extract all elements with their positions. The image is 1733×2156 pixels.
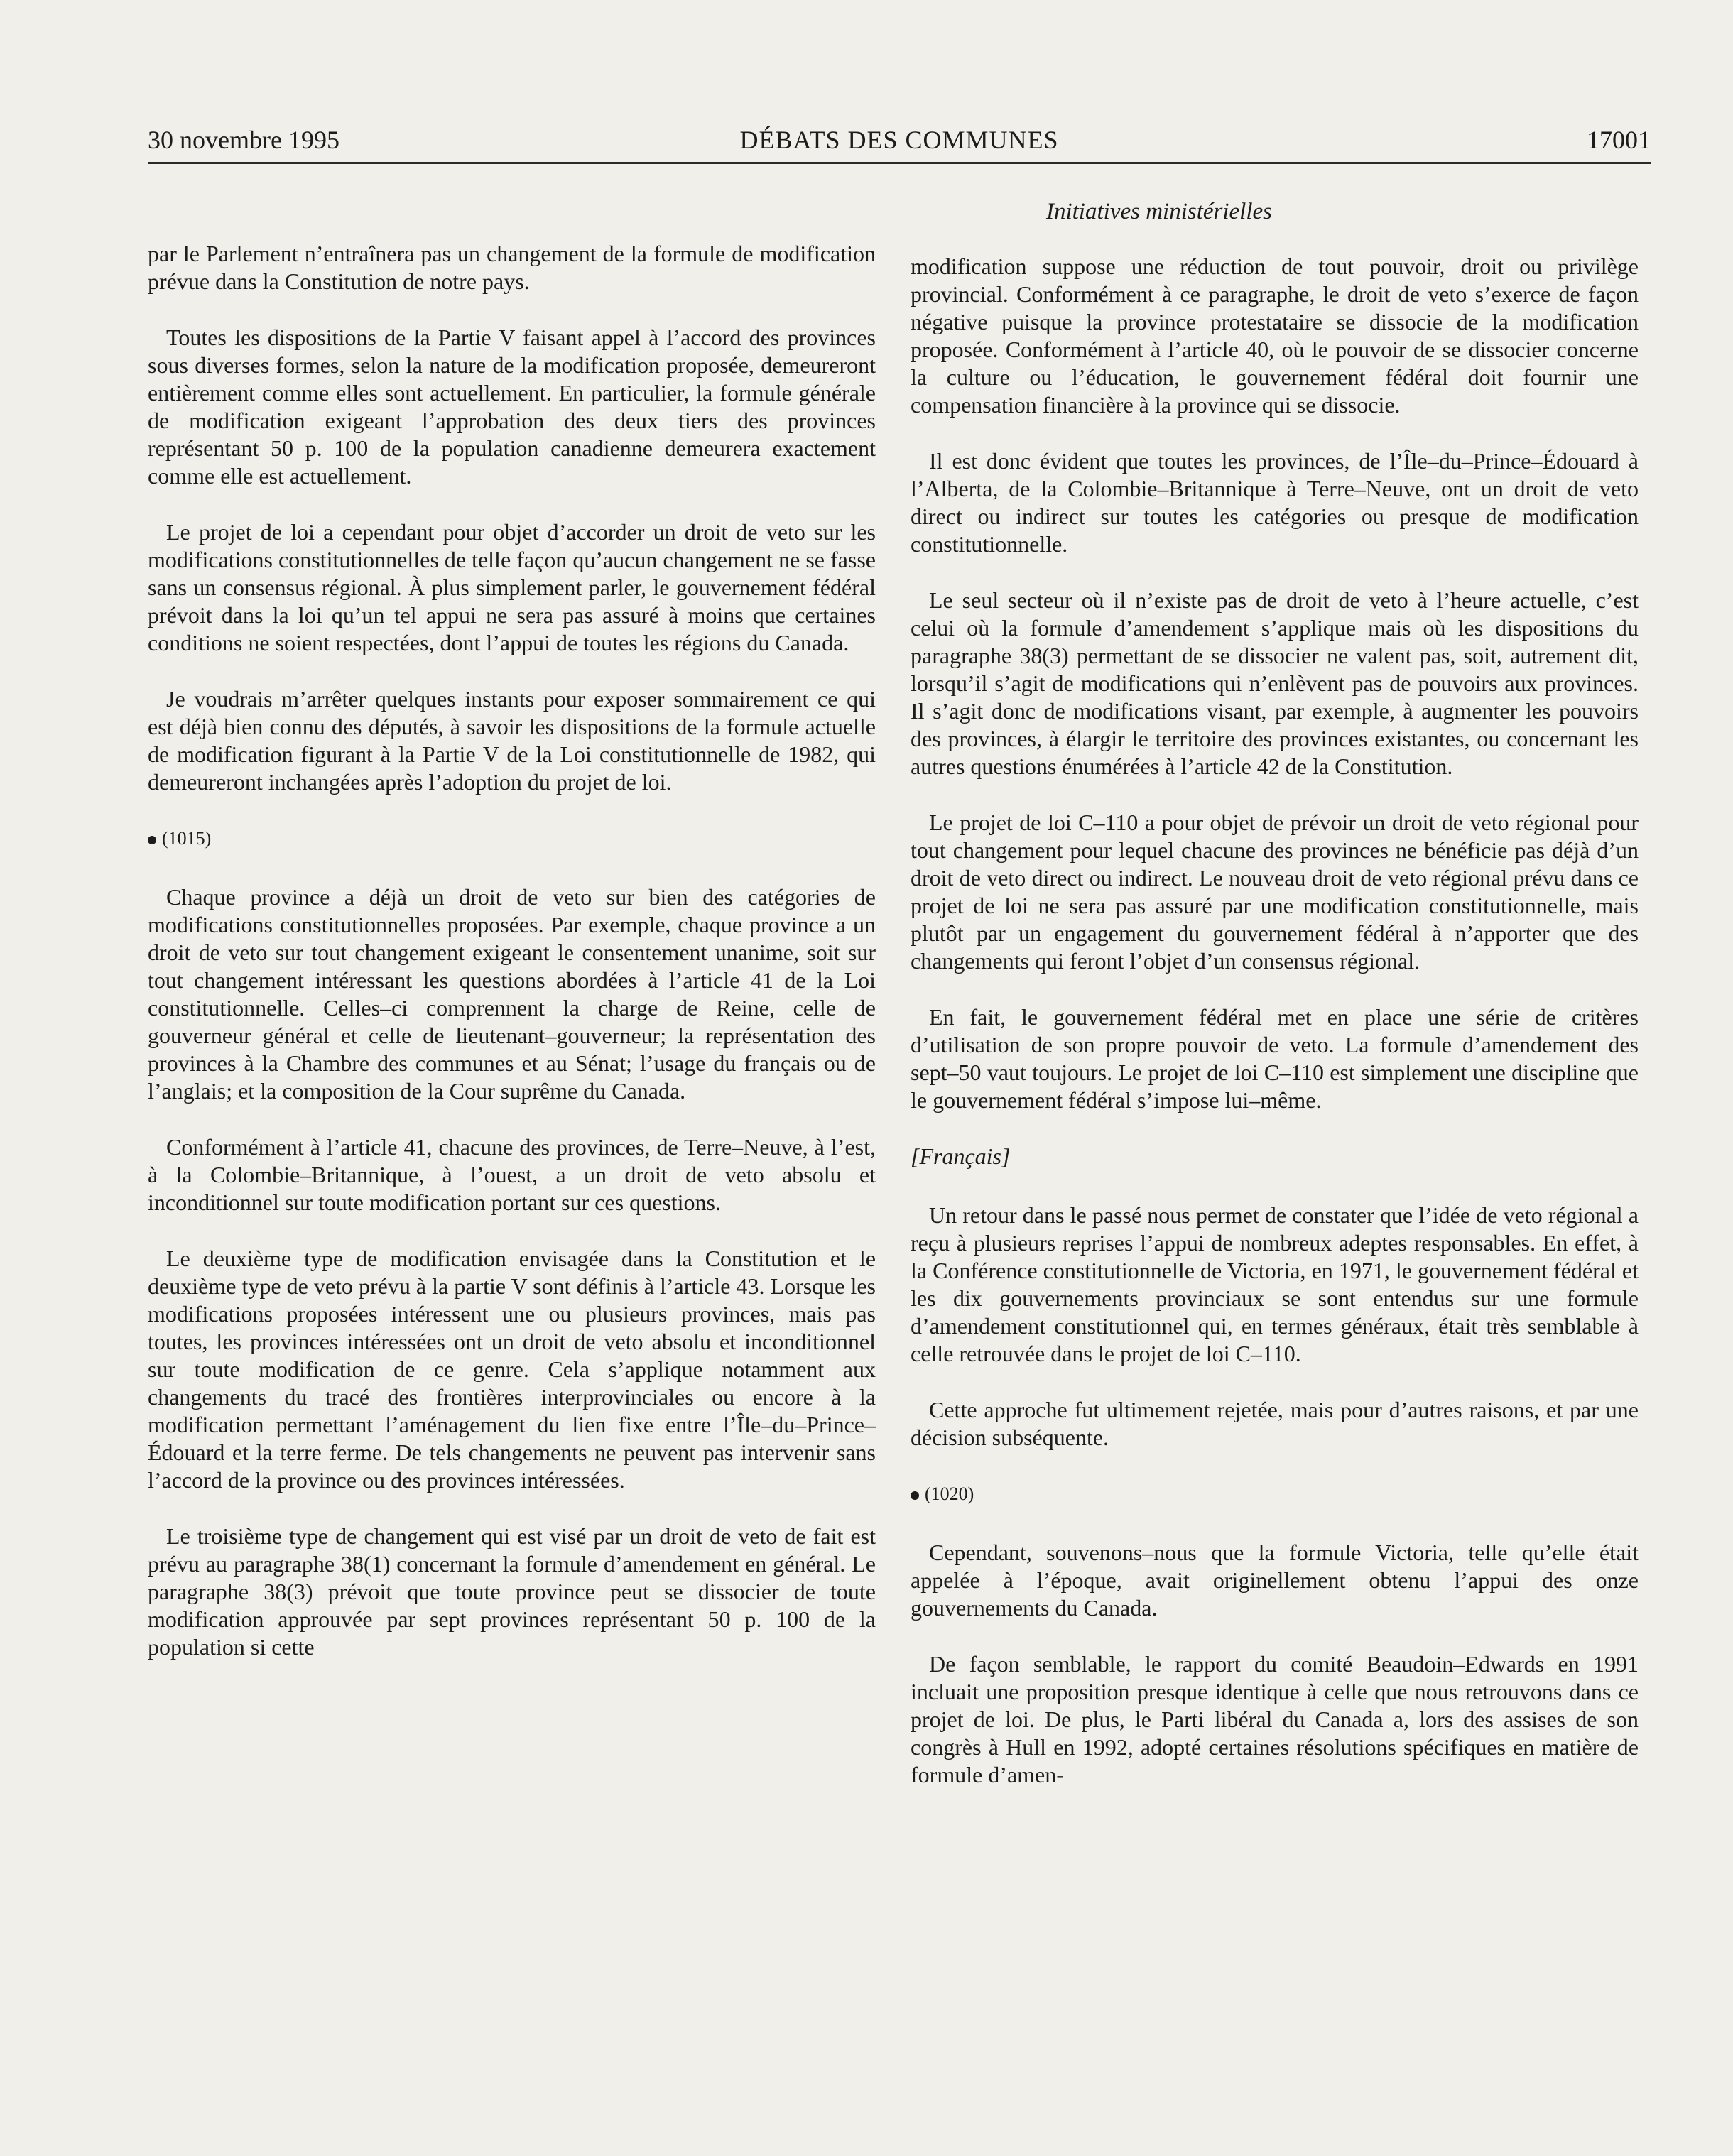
paragraph: Le deuxième type de modification envisagée dans la Constitution et le deuxième type de veto prévu à la partie V sont définis à l’article 43. Lorsque les modifications proposées intéressent une ou plusieurs provinces, mais pas toutes, les provinces intéressées ont un droit de veto absolu et inconditionnel sur toute modification de ce genre. Cela s’applique notamment aux changements du tracé des frontières interprovinciales ou encore à la modification permettant l’aménagement du lien fixe entre l’Île–du–Prince–Édouard et la terre ferme. De tels changements ne peuvent pas intervenir sans l’accord de la province ou des provinces intéressées. bbox=[148, 1246, 876, 1493]
paragraph: Le projet de loi C–110 a pour objet de prévoir un droit de veto régional pour tout changement pour lequel chacune des provinces ne bénéficie pas déjà d’un droit de veto direct ou indirect. Le nouveau droit de veto régional prévu dans ce projet de loi ne sera pas assuré par une modification constitutionnelle, mais plutôt par un engagement du gouvernement fédéral à n’apporter que des changements qui feront l’objet d’un consensus régional. bbox=[911, 810, 1639, 974]
paragraph: Le troisième type de changement qui est visé par un droit de veto de fait est prévu au paragraphe 38(1) concernant la formule d’amendement en général. Le paragraphe 38(3) prévoit que toute province peut se dissocier de toute modification approuvée par sept provinces représentant 50 p. 100 de la population si cette bbox=[148, 1523, 876, 1660]
time-marker bbox=[911, 1480, 1639, 1508]
paragraph: par le Parlement n’entraînera pas un changement de la formule de modification prévue dans la Constitution de notre pays. bbox=[148, 241, 876, 294]
paragraph: En fait, le gouvernement fédéral met en place une série de critères d’utilisation de son propre pouvoir de veto. La formule d’amendement des sept–50 vaut toujours. Le projet de loi C–110 est simplement une discipline que le gouvernement fédéral s’impose lui–même. bbox=[911, 1004, 1639, 1113]
paragraph: Cette approche fut ultimement rejetée, mais pour d’autres raisons, et par une décision subséquente. bbox=[911, 1397, 1639, 1450]
bullet-icon bbox=[148, 836, 156, 844]
paragraph: modification suppose une réduction de tout pouvoir, droit ou privilège provincial. Conformément à ce paragraphe, le droit de veto s’exerce de façon négative puisque la province protestataire se dissocie de la modification proposée. Conformément à l’article 40, où le pouvoir de se dissocier concerne la culture ou l’éducation, le gouvernement fédéral doit fournir une compensation financière à la province qui se dissocie. bbox=[911, 254, 1639, 418]
paragraph: Il est donc évident que toutes les provinces, de l’Île–du–Prince–Édouard à l’Alberta, de la Colombie–Britannique à Terre–Neuve, ont un droit de veto direct ou indirect sur toutes les catégories ou presque de modification constitutionnelle. bbox=[911, 448, 1639, 557]
bullet-icon bbox=[911, 1491, 919, 1500]
time-marker-label: (1020) bbox=[925, 1483, 974, 1504]
paragraph: Toutes les dispositions de la Partie V faisant appel à l’accord des provinces sous diverses formes, selon la nature de la modification proposée, demeureront entièrement comme elles sont actuellement. En particulier, la formule générale de modification exigeant l’approbation des deux tiers des provinces représentant 50 p. 100 de la population canadienne demeurera exactement comme elle est actuellement. bbox=[148, 325, 876, 489]
paragraph: Conformément à l’article 41, chacune des provinces, de Terre–Neuve, à l’est, à la Colombie–Britannique, à l’ouest, a un droit de veto absolu et inconditionnel sur toute modification portant sur ces questions. bbox=[148, 1134, 876, 1215]
section-heading: Initiatives ministérielles bbox=[1045, 199, 1273, 224]
time-marker bbox=[148, 824, 876, 852]
right-column bbox=[911, 253, 1639, 1817]
paragraph: De façon semblable, le rapport du comité Beaudoin–Edwards en 1991 incluait une proposition presque identique à celle que nous retrouvons dans ce projet de loi. De plus, le Parti libéral du Canada a, lors des assises de son congrès à Hull en 1992, adopté certaines résolutions spécifiques en matière de formule d’amen- bbox=[911, 1651, 1639, 1787]
paragraph: Le seul secteur où il n’existe pas de droit de veto à l’heure actuelle, c’est celui où la formule d’amendement s’applique mais où les dispositions du paragraphe 38(3) permettant de se dissocier ne valent pas, soit, autrement dit, lorsqu’il s’agit de modifications qui n’enlèvent pas de pouvoirs aux provinces. Il s’agit donc de modifications visant, par exemple, à augmenter les pouvoirs des provinces, à élargir le territoire des provinces existantes, ou concernant les autres questions énumérées à l’article 42 de la Constitution. bbox=[911, 587, 1639, 779]
language-tag: [Français] bbox=[911, 1143, 1011, 1169]
header-page-number: 17001 bbox=[1587, 126, 1651, 154]
paragraph: Chaque province a déjà un droit de veto sur bien des catégories de modifications constitutionnelles proposées. Par exemple, chaque province a un droit de veto sur tout changement exigeant le consentement unanime, soit sur tout changement intéressant les questions abordées à l’article 41 de la Loi constitutionnelle. Celles–ci comprennent la charge de Reine, celle de gouverneur général et celle de lieutenant–gouverneur; la représentation des provinces à la Chambre des communes et au Sénat; l’usage du français ou de l’anglais; et la composition de la Cour suprême du Canada. bbox=[148, 884, 876, 1104]
left-column bbox=[148, 240, 876, 1689]
time-marker-label: (1015) bbox=[162, 828, 212, 849]
header-date: 30 novembre 1995 bbox=[148, 126, 339, 154]
paragraph: Cependant, souvenons–nous que la formule Victoria, telle qu’elle était appelée à l’époque, avait originellement obtenu l’appui des onze gouvernements du Canada. bbox=[911, 1540, 1639, 1621]
paragraph: Le projet de loi a cependant pour objet d’accorder un droit de veto sur les modifications constitutionnelles de telle façon qu’aucun changement ne se fasse sans un consensus régional. À plus simplement parler, le gouvernement fédéral prévoit dans la loi qu’un tel appui ne sera pas assuré à moins que certaines conditions ne soient respectées, dont l’appui de toutes les régions du Canada. bbox=[148, 519, 876, 655]
paragraph: Un retour dans le passé nous permet de constater que l’idée de veto régional a reçu à plusieurs reprises l’appui de nombreux adeptes responsables. En effet, à la Conférence constitutionnelle de Victoria, en 1971, le gouvernement fédéral et les dix gouvernements provinciaux se sont entendus sur une formule d’amendement constitutionnel qui, en termes généraux, était très semblable à celle retrouvée dans le projet de loi C–110. bbox=[911, 1202, 1639, 1366]
paragraph: Je voudrais m’arrêter quelques instants pour exposer sommairement ce qui est déjà bien connu des députés, à savoir les dispositions de la formule actuelle de modification figurant à la Partie V de la Loi constitutionnelle de 1982, qui demeureront inchangées après l’adoption du projet de loi. bbox=[148, 686, 876, 795]
page-header bbox=[148, 119, 1651, 164]
header-title: DÉBATS DES COMMUNES bbox=[739, 126, 1059, 154]
